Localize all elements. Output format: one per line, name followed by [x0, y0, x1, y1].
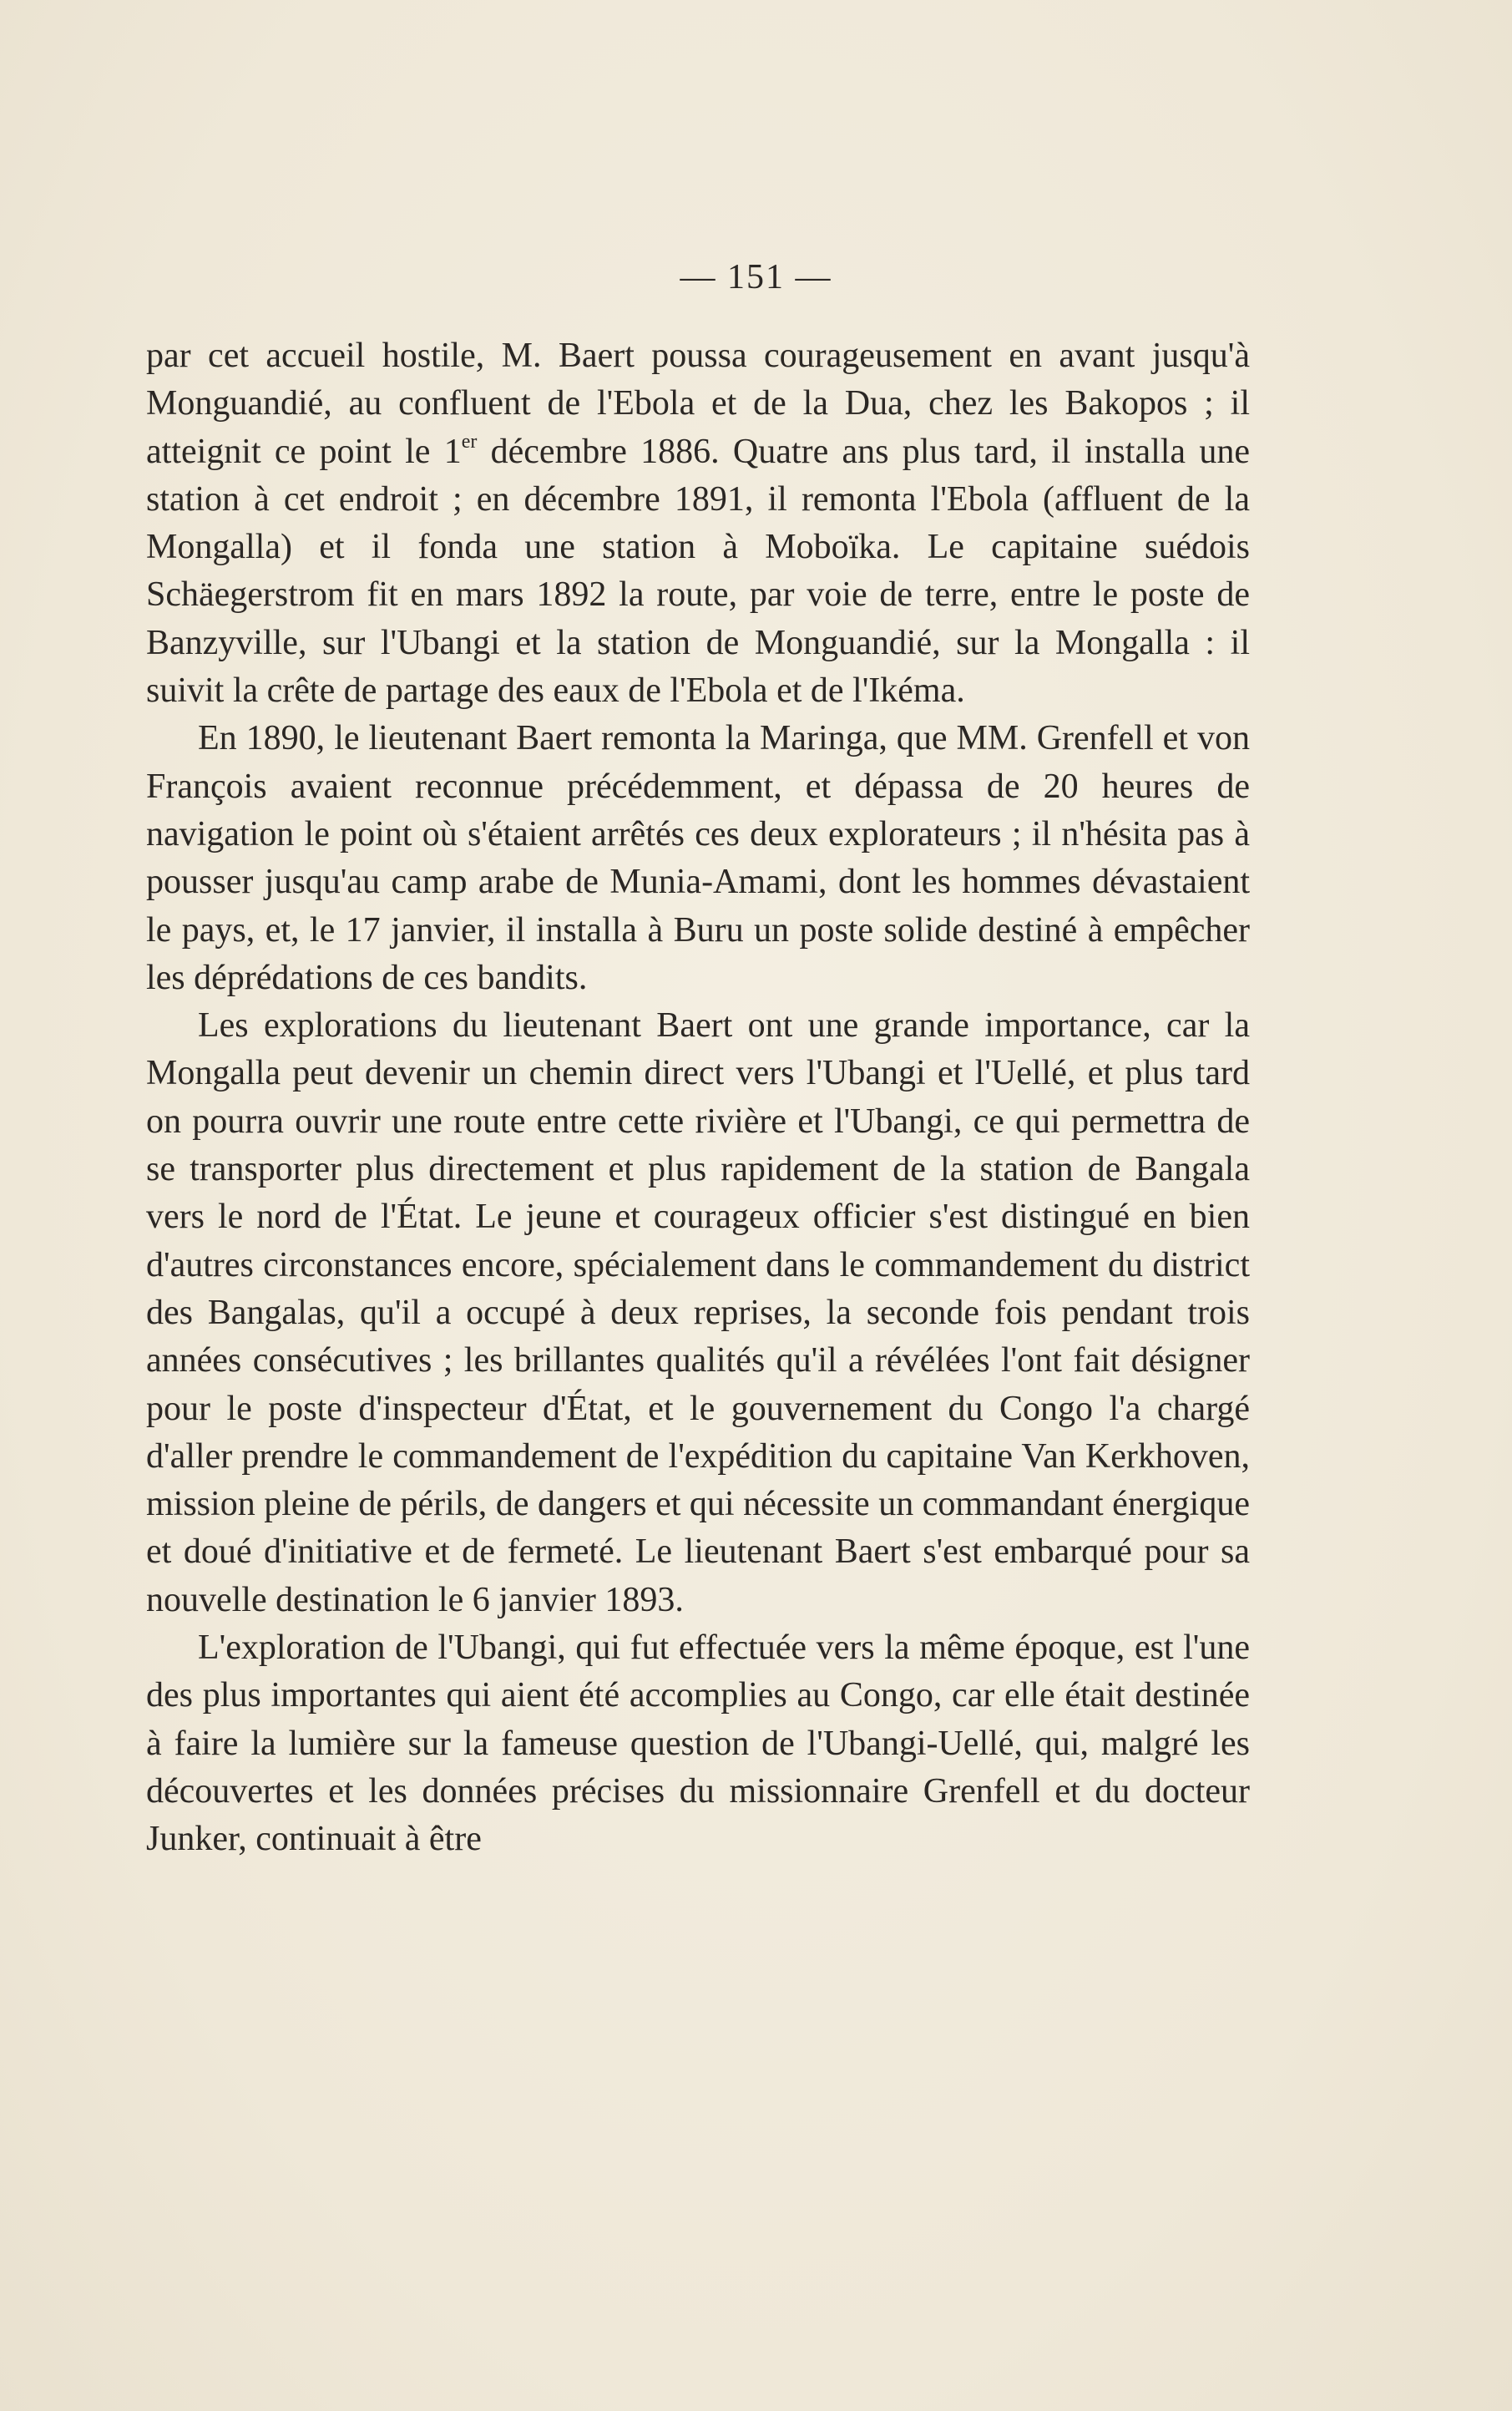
- paragraph-4: L'exploration de l'Ubangi, qui fut effectuée vers la même époque, est l'une des plus importantes qui aient été accomplies au Congo, car elle était destinée à faire la lumière sur la fameuse question de l'Ubangi-Uellé, qui, malgré les découvertes et les données précises du missionnaire Grenfell et du docteur Junker, continuait à être: [146, 1628, 1250, 1859]
- paragraph-2: En 1890, le lieutenant Baert remonta la Maringa, que MM. Grenfell et von François avaient reconnue précédemment, et dépassa de 20 heures de navigation le point où s'étaient arrêtés ces deux explorateurs ; il n'hésita pas à pousser jusqu'au camp arabe de Munia-Amami, dont les hommes dévastaient le pays, et, le 17 janvier, il installa à Buru un poste solide destiné à empêcher les déprédations de ces bandits.: [146, 719, 1250, 997]
- paragraph-3: Les explorations du lieutenant Baert ont une grande importance, car la Mongalla peut devenir un chemin direct vers l'Ubangi et l'Uellé, et plus tard on pourra ouvrir une route entre cette rivière et l'Ubangi, ce qui permettra de se transporter plus directement et plus rapidement de la station de Bangala vers le nord de l'État. Le jeune et courageux officier s'est distingué en bien d'autres circonstances encore, spécialement dans le commandement du district des Bangalas, qu'il a occupé à deux reprises, la seconde fois pendant trois années consécutives ; les brillantes qualités qu'il a révélées l'ont fait désigner pour le poste d'inspecteur d'État, et le gouvernement du Congo l'a chargé d'aller prendre le commandement de l'expédition du capitaine Van Kerkhoven, mission pleine de périls, de dangers et qui nécessite un commandant énergique et doué d'initiative et de fermeté. Le lieutenant Baert s'est embarqué pour sa nouvelle destination le 6 janvier 1893.: [146, 1006, 1250, 1619]
- paragraph-1: [146, 332, 1250, 715]
- paragraph-1-text-a: par cet accueil hostile, M. Baert poussa courageusement en avant jusqu'à Monguandié, au confluent de l'Ebola et de la Dua, chez les Bakopos ; il atteignit ce point le 1: [146, 337, 1250, 471]
- page-number: — 151 —: [680, 258, 832, 296]
- paragraph-1-text-b: décembre 1886. Quatre ans plus tard, il installa une station à cet endroit ; en décembre 1891, il remonta l'Ebola (affluent de la Mongalla) et il fonda une station à Moboïka. Le capitaine suédois Schäegerstrom fit en mars 1892 la route, par voie de terre, entre le poste de Banzyville, sur l'Ubangi et la station de Monguandié, sur la Mongalla : il suivit la crête de partage des eaux de l'Ebola et de l'Ikéma.: [146, 432, 1250, 711]
- body-text: [146, 332, 1250, 1864]
- ordinal-superscript: er: [461, 430, 478, 453]
